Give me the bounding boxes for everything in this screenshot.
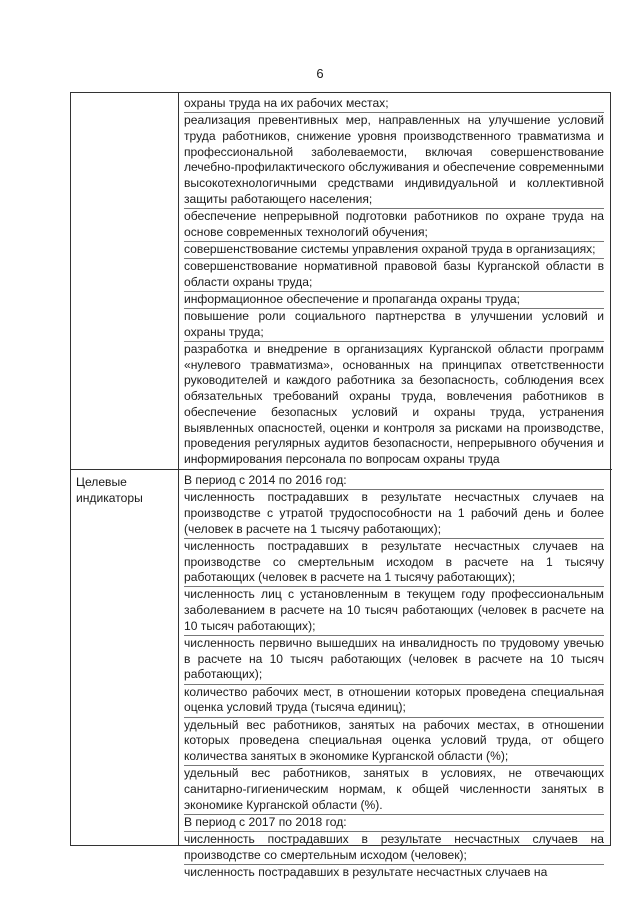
row-label-target-indicators: Целевые индикаторы [76,475,143,505]
row-divider [71,469,612,470]
paragraph: В период с 2014 по 2016 год: [184,473,604,490]
paragraph: численность лиц с установленным в текущем году профессиональным заболеванием в расчете на 10 тысяч работающих (человек в расчете на 10 тысяч работающих); [184,587,604,636]
paragraph: обеспечение непрерывной подготовки работников по охране труда на основе современных технологий обучения; [184,209,604,242]
paragraph: информационное обеспечение и пропаганда охраны труда; [184,292,604,309]
paragraph: повышение роли социального партнерства в улучшении условий и охраны труда; [184,309,604,342]
paragraph: численность пострадавших в результате несчастных случаев на производстве со смертельным исходом в расчете на 1 тысячу работающих (человек в расчете на 1 тысячу работающих); [184,539,604,588]
paragraph: В период с 2017 по 2018 год: [184,815,604,832]
tasks-section [179,93,610,468]
paragraph: численность пострадавших в результате несчастных случаев на производстве со смертельным исходом (человек); [184,832,604,865]
paragraph: количество рабочих мест, в отношении которых проведена специальная оценка условий труда (тысяча единиц); [184,685,604,718]
paragraph: удельный вес работников, занятых в условиях, не отвечающих санитарно-гигиеническим нормам, к общей численности занятых в экономике Курганской области (%). [184,766,604,815]
paragraph: совершенствование нормативной правовой базы Курганской области в области охраны труда; [184,259,604,292]
paragraph: численность пострадавших в результате несчастных случаев на [184,864,548,879]
target-indicators-section [179,470,610,881]
paragraph: удельный вес работников, занятых на рабочих местах, в отношении которых проведена специальная оценка условий труда, от общего количества занятых в экономике Курганской области (%); [184,718,604,767]
paragraph: разработка и внедрение в организациях Курганской области программ «нулевого травматизма», основанных на принципах ответственности руководителей и каждого работника за безопасность, соблюдения всех обязательных требований охраны труда, вовлечения работников в обеспечение безопасных условий и охраны труда, устранения выявленных опасностей, оценки и контроля за рисками на производстве, проведения регулярных аудитов безопасности, непрерывного обучения и информирования персонала по вопросам охраны труда [184,342,604,466]
paragraph: численность пострадавших в результате несчастных случаев на производстве с утратой трудоспособности на 1 рабочий день и более (человек в расчете на 1 тысячу работающих); [184,490,604,539]
paragraph: реализация превентивных мер, направленных на улучшение условий труда работников, снижение уровня производственного травматизма и профессиональной заболеваемости, включая совершенствование лечебно-профилактического обслуживания и обеспечение современными высокотехнологичными средствами индивидуальной и коллективной защиты работающего населения; [184,113,604,209]
paragraph: охраны труда на их рабочих местах; [184,96,604,113]
paragraph: численность первично вышедших на инвалидность по трудовому увечью в расчете на 10 тысяч работающих (человек в расчете на 10 тысяч работающих); [184,636,604,685]
page-number: 6 [316,66,324,81]
document-table [70,92,611,879]
paragraph: совершенствование системы управления охраной труда в организациях; [184,242,604,259]
